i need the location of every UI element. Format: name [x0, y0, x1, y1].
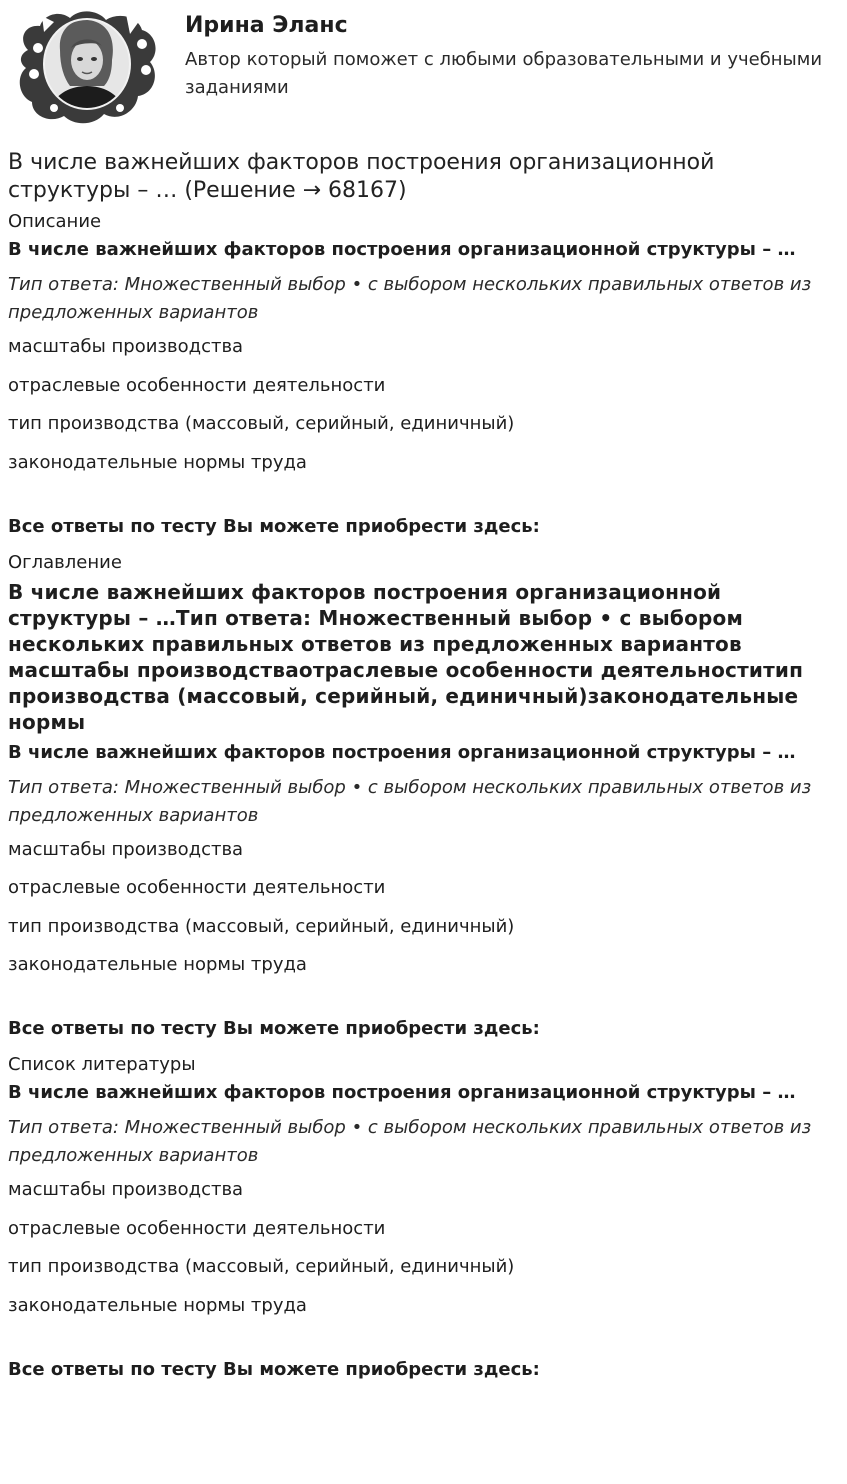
- answer-option: законодательные нормы труда: [8, 954, 307, 975]
- answer-option: тип производства (массовый, серийный, единичный): [8, 1256, 515, 1277]
- answer-type: Тип ответа: Множественный выбор • с выбором нескольких правильных ответов из предложенных вариантов: [8, 776, 812, 826]
- description-section: [8, 210, 839, 539]
- answer-option: отраслевые особенности деятельности: [8, 1217, 386, 1239]
- buy-answers-text: Все ответы по тесту Вы можете приобрести здесь:: [8, 1358, 540, 1380]
- author-description: Автор который поможет с любыми образовательными и учебными заданиями: [185, 49, 823, 98]
- answer-option: масштабы производства: [8, 1179, 244, 1200]
- question-text: В числе важнейших факторов построения организационной структуры – …: [8, 741, 796, 763]
- answer-option: масштабы производства: [8, 838, 244, 860]
- author-text: [185, 10, 825, 102]
- buy-answers-text: Все ответы по тесту Вы можете приобрести здесь:: [8, 515, 540, 537]
- answer-option: законодательные нормы труда: [8, 451, 307, 473]
- section-label-literature: Список литературы: [8, 1054, 196, 1075]
- section-label-description: Описание: [8, 211, 102, 232]
- toc-section: [8, 551, 839, 1042]
- question-text: В числе важнейших факторов построения организационной структуры – …: [8, 1082, 796, 1103]
- answer-type: Тип ответа: Множественный выбор • с выбором нескольких правильных ответов из предложенных вариантов: [8, 1117, 812, 1166]
- answer-type: Тип ответа: Множественный выбор • с выбором нескольких правильных ответов из предложенных вариантов: [8, 274, 812, 323]
- literature-section: [8, 1053, 839, 1382]
- toc-heading: В числе важнейших факторов построения организационной структуры – …Тип ответа: Множественный выбор • с выбором нескольких правильных ответов из предложенных вариантов масштабы производстваотраслевые особенности деятельноститип производства (массовый, серийный, единичный)законодательные нормы: [8, 579, 804, 734]
- author-card: [8, 0, 839, 140]
- answer-option: отраслевые особенности деятельности: [8, 877, 386, 898]
- answer-option: тип производства (массовый, серийный, единичный): [8, 413, 515, 434]
- buy-answers-text: Все ответы по тесту Вы можете приобрести здесь:: [8, 1018, 540, 1039]
- author-avatar: [14, 4, 160, 128]
- page-title: В числе важнейших факторов построения организационной структуры – … (Решение → 68167): [8, 150, 715, 203]
- answer-option: масштабы производства: [8, 336, 244, 357]
- author-name[interactable]: Ирина Эланс: [185, 13, 348, 38]
- section-label-toc: Оглавление: [8, 551, 122, 573]
- answer-option: отраслевые особенности деятельности: [8, 374, 386, 396]
- question-text: В числе важнейших факторов построения организационной структуры – …: [8, 239, 796, 260]
- answer-option: тип производства (массовый, серийный, единичный): [8, 915, 515, 937]
- answer-option: законодательные нормы труда: [8, 1294, 307, 1316]
